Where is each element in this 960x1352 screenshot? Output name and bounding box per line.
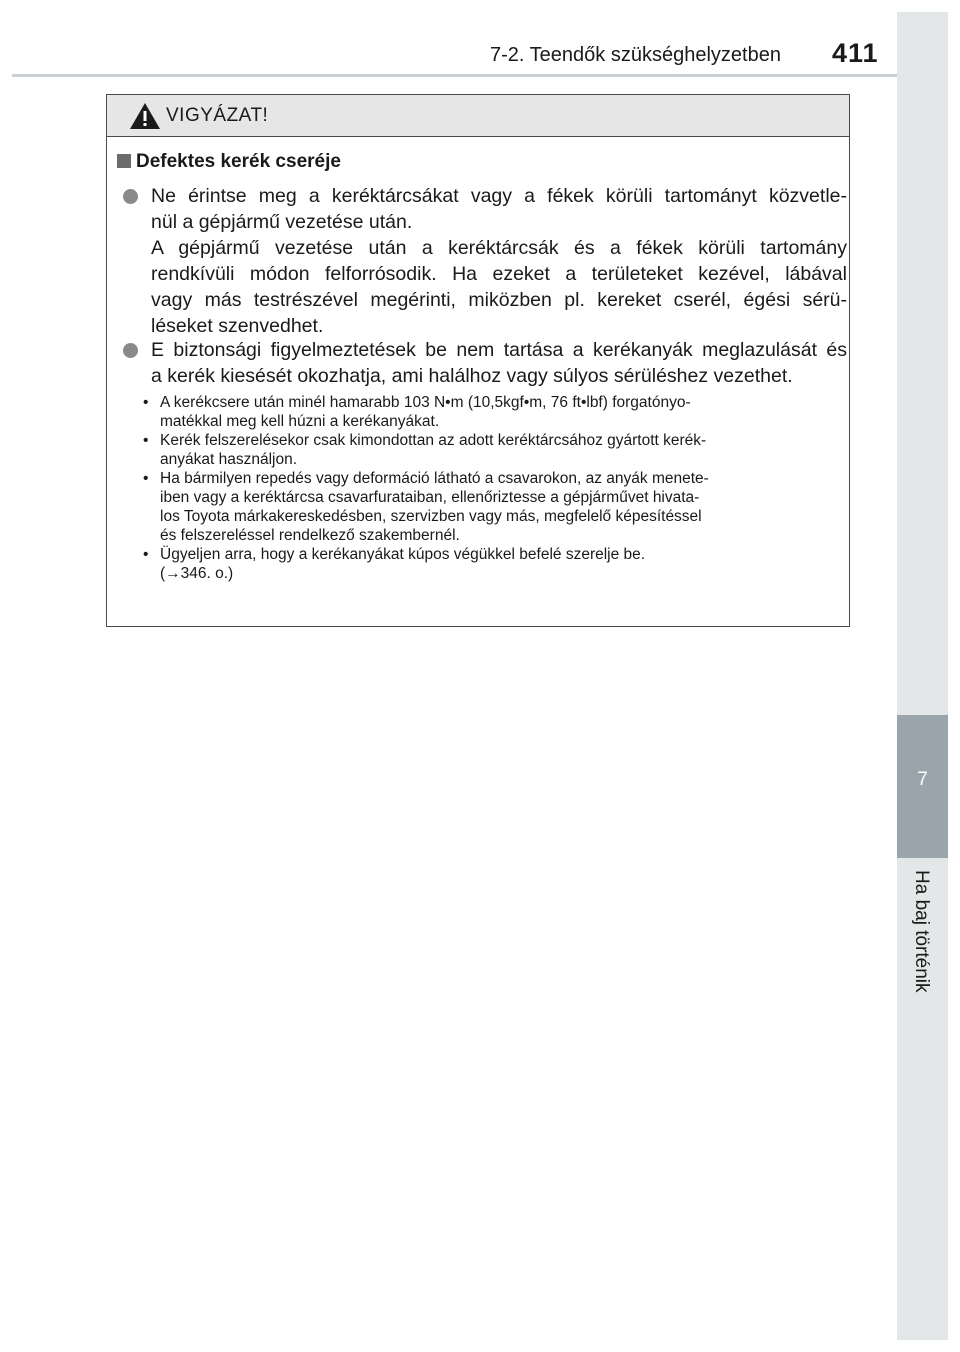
warning-triangle-icon [129,102,161,130]
text-line: matékkal meg kell húzni a kerékanyákat. [160,413,440,430]
page-reference[interactable]: (→346. o.) [160,565,234,582]
precaution-list [143,393,843,583]
warning-bullet [123,337,847,389]
bullet-dot-icon [123,189,138,204]
text-line: Ha bármilyen repedés vagy deformáció látható a csavarokon, az anyák menete- [160,470,709,487]
warning-title: VIGYÁZAT! [166,105,269,126]
text-line: nül a gépjármű vezetése után. [151,211,413,233]
bullet-dot-icon: • [143,432,149,449]
text-line: E biztonsági figyelmeztetések be nem tartása a kerékanyák meglazulását és [151,339,847,361]
warning-box [106,94,850,627]
section-heading [117,151,341,173]
list-item [143,545,843,583]
text-line: A gépjármű vezetése után a keréktárcsák és a fékek körüli tartomány [151,237,847,259]
text-line: vagy más testrészével megérinti, miközben pl. kereket cserél, égési sérü- [151,289,847,311]
text-line: Kerék felszerelésekor csak kimondottan az adott keréktárcsához gyártott kerék- [160,432,707,449]
page-number: 411 [832,38,879,68]
section-heading-text: Defektes kerék cseréje [136,151,341,172]
chapter-tab-label: Ha baj történik [911,870,932,993]
text-line: iben vagy a keréktárcsa csavarfurataiban, ellenőriztesse a gépjárművet hivata- [160,489,700,506]
side-tab-bar [897,12,948,1340]
text-line: léseket szenvedhet. [151,315,324,337]
chapter-tab-number: 7 [917,769,928,790]
text-line: és felszereléssel rendelkező szakembernél. [160,527,460,544]
chapter-tab [897,715,948,858]
text-line: rendkívüli módon felforrósodik. Ha ezeket a területeket kezével, lábával [151,263,847,285]
bullet-text [151,337,847,389]
bullet-dot-icon: • [143,394,149,411]
bullet-dot-icon: • [143,470,149,487]
bullet-dot-icon: • [143,546,149,563]
warning-header [107,95,849,137]
text-line: Ne érintse meg a keréktárcsákat vagy a fékek körüli tartományt közvetle- [151,185,847,207]
text-line: A kerékcsere után minél hamarabb 103 N•m (10,5kgf•m, 76 ft•lbf) forgatónyo- [160,394,691,411]
list-item [143,431,843,469]
bullet-text [151,183,847,339]
text-line: los Toyota márkakereskedésben, szervizben vagy más, megfelelő képesítéssel [160,508,702,525]
text-line: a kerék kiesését okozhatja, ami halálhoz vagy súlyos sérüléshez vezethet. [151,365,793,387]
text-line: Ügyeljen arra, hogy a kerékanyákat kúpos végükkel befelé szerelje be. [160,546,646,563]
list-item [143,393,843,431]
list-item [143,469,843,545]
bullet-dot-icon [123,343,138,358]
text-line: anyákat használjon. [160,451,298,468]
warning-bullet [123,183,847,339]
header-divider [12,74,948,77]
chapter-title: 7-2. Teendők szükséghelyzetben [490,44,781,66]
square-bullet-icon [117,154,131,168]
